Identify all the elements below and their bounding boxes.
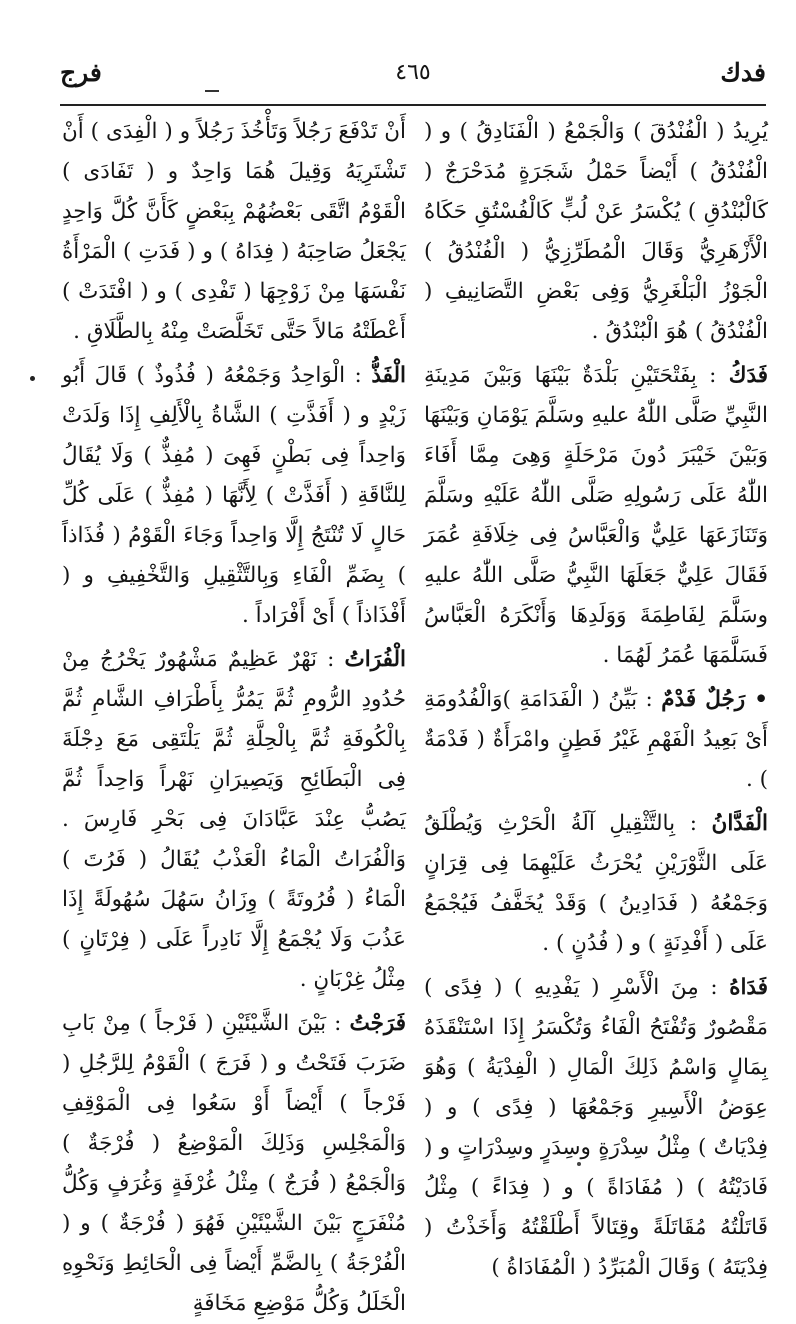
entry-fadahu	[424, 968, 768, 1288]
entry-term: فَدَكُ	[728, 363, 769, 388]
left-running-headword: فرج	[60, 58, 102, 87]
entry-text: : مِنَ الْأَسْرِ ( يَفْدِيهِ ) ( فِدًى ) مَقْصُورٌ وَتُفْتَحُ الْفَاءُ وَتُكْسَرُ إِذَا اسْتَنْقَذَهُ بِمَالٍ وَاسْمُ ذَلِكَ الْمَالِ ( الْفِدْيَةُ ) وَهُوَ عِوَضُ الْأَسِيرِ وَجَمْعُهَا ( فِدًى ) و ( فِدْيَاتٌ ) مِثْلُ سِدْرَةٍ وسِدَرٍ وسِدْرَاتٍ و ( فَادَيْتُهُ ) ( مُفَادَاةً ) و ( فِدَاءً ) مِثْلُ قَاتَلْتُهُ مُقَاتَلَةً وقِتَالاً أَطْلَقْتُهُ وَأَخَذْتُ ( فِدْيَتَهُ ) وَقَالَ الْمُبَرِّدُ ( الْمُفَادَاةُ )	[424, 975, 768, 1280]
entry-text: : بِفَتْحَتَيْنِ بَلْدَةٌ بَيْنَهَا وَبَيْنَ مَدِينَةِ النَّبِيِّ صَلَّى اللّٰهُ عليهِ وسَلَّمَ يَوْمَانِ وَبَيْنَهَا وَبَيْنَ خَيْبَرَ دُونَ مَرْحَلَةٍ وَهِىَ مِمَّا أَفَاءَ اللّٰهُ عَلَى رَسُولِهِ صَلَّى اللّٰهُ عَلَيْهِ وسَلَّمَ وَتَنَازَعَهَا عَلِيٌّ وَالْعَبَّاسُ فِى خِلَافَةِ عُمَرَ فَقَالَ عَلِيٌّ جَعَلَهَا النَّبِيُّ صَلَّى اللّٰهُ عليهِ وسَلَّمَ لِفَاطِمَةَ وَوَلَدِهَا وَأَنْكَرَهُ الْعَبَّاسُ فَسَلَّمَهَا عُمَرُ لَهُمَا .	[424, 363, 768, 668]
entry-term: الْفَدَّانُ	[711, 811, 768, 836]
entry-text: : نَهْرٌ عَظِيمٌ مَشْهُورٌ يَخْرُجُ مِنْ حُدُودِ الرُّومِ ثُمَّ يَمُرُّ بِأَطْرَافِ الشَّامِ ثُمَّ بِالْكُوفَةِ ثُمَّ بِالْحِلَّةِ ثُمَّ يَلْتَقِى مَعَ دِجْلَةَ فِى الْبَطَائِحِ وَيَصِيرَانِ نَهْراً وَاحِداً ثُمَّ يَصُبُّ عِنْدَ عَبَّادَانَ فِى بَحْرِ فَارِسَ . وَالْفُرَاتُ الْمَاءُ الْعَذْبُ يُقَالُ ( فَرُتَ ) الْمَاءُ ( فُرُوتَةً ) وِزَانُ سَهُلَ سُهُولَةً إِذَا عَذُبَ وَلَا يُجْمَعُ إِلَّا نَادِراً عَلَى ( فِرْتَانٍ ) مِثْلُ غِرْبَانٍ .	[62, 647, 406, 992]
entry-text: : بِالتَّثْقِيلِ آلَةُ الْحَرْثِ وَيُطْلَقُ عَلَى الثَّوْرَيْنِ يُحْرَثُ عَلَيْهِمَا فِى قِرَانٍ وَجَمْعُهُ ( فَدَادِينُ ) وَقَدْ يُخَفَّفُ فَيُجْمَعُ عَلَى ( أَفْدِنَةٍ ) و ( فُدُنٍ ) .	[424, 811, 768, 956]
entry-text: : بَيِّنُ ( الْفَدَامَةِ )وَالْفُدُومَةِ أَىْ بَعِيدُ الْفَهْمِ غَيْرُ فَطِنٍ وامْرَأَةٌ ( فَدْمَةٌ ) .	[424, 687, 768, 792]
entry-fadhdh	[62, 356, 406, 636]
entry-term: الْفَذُّ	[371, 363, 406, 388]
right-running-headword: فدك	[720, 58, 766, 87]
entry-continuation-fundoq	[424, 112, 768, 352]
entry-continuation-fida	[62, 112, 406, 352]
entry-term: فَدَاهُ	[729, 975, 768, 1000]
right-column	[424, 112, 769, 1280]
left-column	[62, 112, 406, 1316]
entry-term: فَرَجْتُ	[349, 1011, 406, 1036]
entry-term: الْفُرَاتُ	[344, 647, 406, 672]
entry-text: يُرِيدُ ( الْفُنْدُقَ ) وَالْجَمْعُ ( الْفَنَادِقُ ) و ( الْفُنْدُقُ ) أَيْضاً حَمْلُ شَجَرَةٍ مُدَحْرَجٌ ( كَالْبُنْدُقِ ) يُكْسَرُ عَنْ لُبٍّ كَالْفُسْتُقِ حَكَاهُ الْأَزْهَرِيُّ وَقَالَ الْمُطَرِّزِيُّ ( الْفُنْدُقُ ) الْجَوْزُ الْبَلْغَرِيُّ وَفِى بَعْضِ التَّصَانِيفِ ( الْفُنْدُقُ ) هُوَ الْبُنْدُقُ .	[424, 119, 768, 344]
margin-dot	[30, 376, 35, 381]
entry-text: : بَيْنَ الشَّيْئَيْنِ ( فَرْجاً ) مِنْ بَابِ ضَرَبَ فَتَحْتُ و ( فَرَجَ ) الْقَوْمُ لِلرَّجُلِ ( فَرْجاً ) أَيْضاً أَوْ سَعُوا فِى الْمَوْقِفِ وَالْمَجْلِسِ وَذَلِكَ الْمَوْضِعُ ( فُرْجَةٌ ) وَالْجَمْعُ ( فُرَجٌ ) مِثْلُ غُرْفَةٍ وَغُرَفٍ وَكُلُّ مُنْفَرَجٍ بَيْنَ الشَّيْئَيْنِ فَهُوَ ( فُرْجَةٌ ) و ( الْفُرْجَةُ ) بِالضَّمِّ أَيْضاً فِى الْحَائِطِ وَنَحْوِهِ الْخَلَلُ وَكُلُّ مَوْضِعِ مَخَافَةٍ	[62, 1011, 406, 1316]
entry-term: • رَجُلٌ فَدْمٌ	[661, 687, 768, 712]
entry-farajtu	[62, 1004, 406, 1324]
page-number: ٤٦٥	[395, 60, 431, 85]
header-rule	[60, 104, 766, 106]
entry-text: أَنْ تَدْفَعَ رَجُلاً وَتَأْخُذَ رَجُلاً و ( الْفِدَى ) أَنْ تَشْتَرِيَهُ وَقِيلَ هُمَا وَاحِدٌ و ( تَفَادَى ) الْقَوْمُ اتَّقَى بَعْضُهُمْ بِبَعْضٍ كَأَنَّ كُلَّ وَاحِدٍ يَجْعَلُ صَاحِبَهُ ( فِدَاهُ ) و ( فَدَتِ ) الْمَرْأَةُ نَفْسَهَا مِنْ زَوْجِهَا ( تَفْدِى ) و ( افْتَدَتْ ) أَعْطَتْهُ مَالاً حَتَّى تَخَلَّصَتْ مِنْهُ بِالطَّلَاقِ .	[62, 119, 406, 344]
entry-furat	[62, 640, 406, 1000]
entry-text: : الْوَاحِدُ وَجَمْعُهُ ( فُذُوذٌ ) قَالَ أَبُو زَيْدٍ و ( أَفَذَّتِ ) الشَّاةُ بِالْأَلِفِ إِذَا وَلَدَتْ وَاحِداً فِى بَطْنٍ فَهِىَ ( مُفِذٌّ ) وَلَا يُقَالُ لِلنَّاقَةِ ( أَفَذَّتْ ) لِأَنَّهَا ( مُفِذٌّ ) عَلَى كُلِّ حَالٍ لَا تُنْتَجُ إِلَّا وَاحِداً وَجَاءَ الْقَوْمُ ( فُذَاذاً ) بِضَمِّ الْفَاءِ وَبِالتَّثْقِيلِ وَالتَّخْفِيفِ و ( أَفْذَاذاً ) أَىْ أَفْرَاداً .	[62, 363, 406, 628]
page-header	[60, 58, 766, 98]
entry-faddan	[424, 804, 768, 964]
entry-fadak	[424, 356, 768, 676]
header-dash	[205, 90, 219, 92]
entry-fadm	[424, 680, 768, 800]
